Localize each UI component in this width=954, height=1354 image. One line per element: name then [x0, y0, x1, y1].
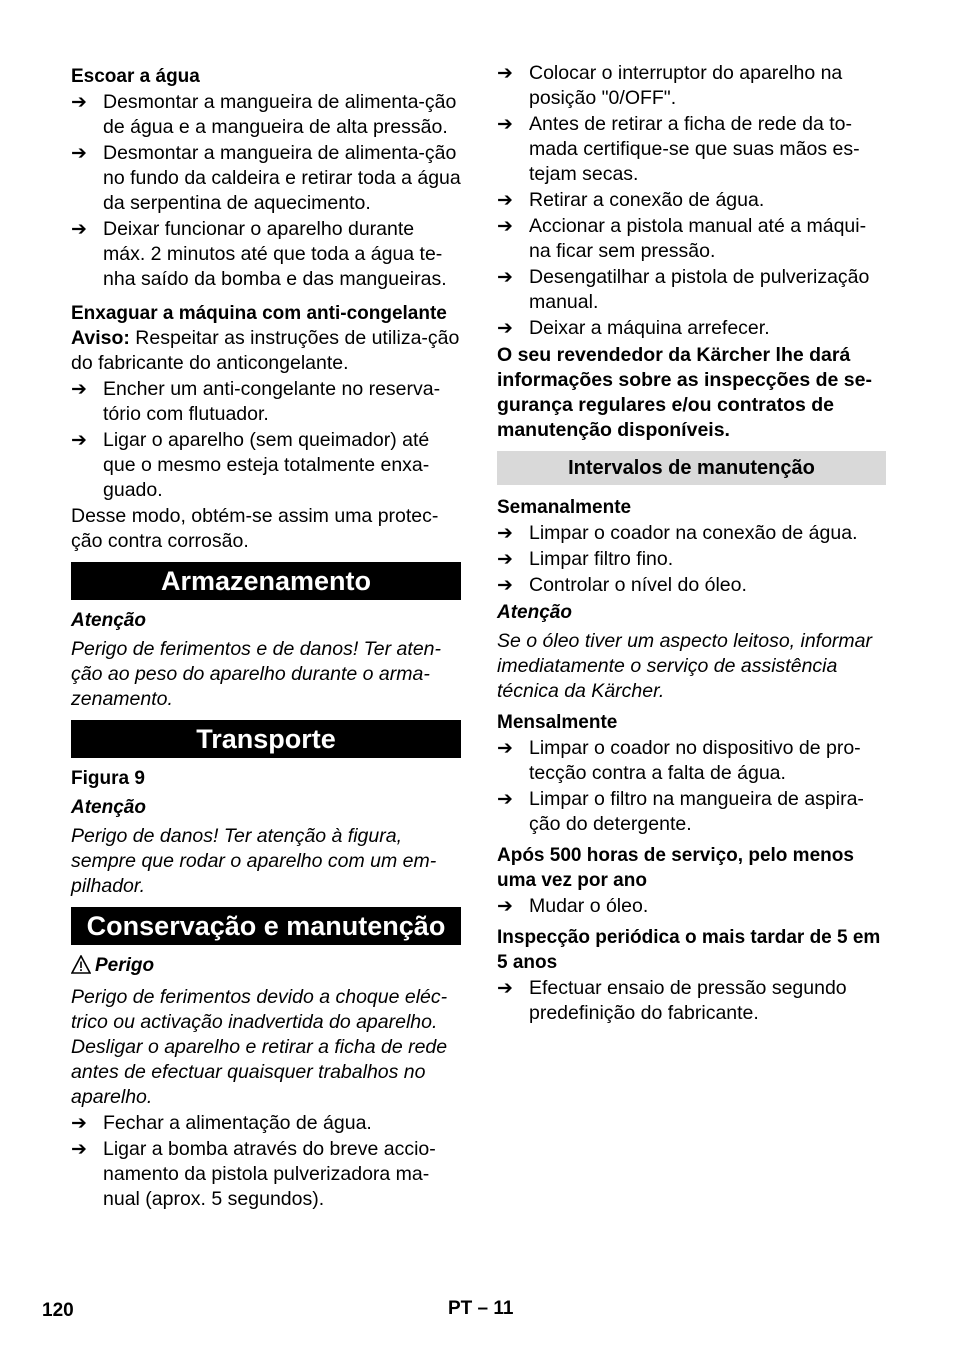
list-item-text: Antes de retirar a ficha de rede da to-mada certifique-se que suas mãos es-tejam secas. — [529, 113, 860, 185]
list-item-text: Ligar o aparelho (sem queimador) até que o mesmo esteja totalmente enxa-guado. — [103, 429, 430, 501]
arrow-right-icon: ➔ — [497, 114, 513, 135]
section-title-escoar: Escoar a água — [71, 66, 200, 87]
arrow-right-icon: ➔ — [497, 267, 513, 288]
list-item-text: Limpar filtro fino. — [529, 548, 674, 570]
arrow-right-icon: ➔ — [497, 190, 513, 211]
list-item-text: Deixar a máquina arrefecer. — [529, 317, 770, 339]
arrow-right-icon: ➔ — [497, 789, 513, 810]
list-item — [497, 976, 886, 1026]
armaz-warning-text: Perigo de ferimentos e de danos! Ter aten-ção ao peso do aparelho durante o arma-zenamento. — [71, 638, 442, 710]
aviso-label: Aviso: — [71, 327, 130, 349]
list-item-text: Encher um anti-congelante no reserva-tório com flutuador. — [103, 378, 441, 425]
bullet-list-mensal — [497, 736, 886, 837]
apos500-title: Após 500 horas de serviço, pelo menos uma vez por ano — [497, 845, 854, 891]
banner-armazenamento: Armazenamento — [71, 562, 461, 600]
arrow-right-icon: ➔ — [71, 379, 87, 400]
aviso-text: Respeitar as instruções de utiliza-ção do fabricante do anticongelante. — [71, 327, 460, 374]
list-item — [71, 90, 461, 140]
transp-atencao-label: Atenção — [71, 797, 146, 818]
list-item — [497, 265, 886, 315]
arrow-right-icon: ➔ — [71, 143, 87, 164]
arrow-right-icon: ➔ — [497, 63, 513, 84]
bullet-list-inspeccao — [497, 976, 886, 1026]
arrow-right-icon: ➔ — [71, 219, 87, 240]
inspeccao-title: Inspecção periódica o mais tardar de 5 em 5 anos — [497, 927, 881, 973]
bullet-list-conservacao — [71, 1111, 461, 1212]
banner-conservacao: Conservação e manutenção — [71, 907, 461, 945]
arrow-right-icon: ➔ — [71, 1139, 87, 1160]
list-item — [497, 521, 886, 546]
list-item-text: Fechar a alimentação de água. — [103, 1112, 372, 1134]
list-item — [71, 428, 461, 503]
footer-page-number: 120 — [42, 1300, 74, 1321]
aviso-paragraph — [71, 326, 461, 376]
list-item — [497, 573, 886, 598]
list-item-text: Ligar a bomba através do breve accio-namento da pistola pulverizadora ma-nual (aprox. 5 segundos). — [103, 1138, 436, 1210]
bullet-list-escoar — [71, 90, 461, 292]
protec-paragraph: Desse modo, obtém-se assim uma protec-ção contra corrosão. — [71, 505, 439, 552]
footer-lang-page: PT – 11 — [448, 1298, 514, 1319]
list-item-text: Colocar o interruptor do aparelho na posição "0/OFF". — [529, 62, 843, 109]
list-item — [71, 377, 461, 427]
list-item — [497, 894, 886, 919]
list-item — [497, 787, 886, 837]
arrow-right-icon: ➔ — [497, 318, 513, 339]
list-item-text: Efectuar ensaio de pressão segundo predefinição do fabricante. — [529, 977, 847, 1024]
list-item-text: Desmontar a mangueira de alimenta-ção de água e a mangueira de alta pressão. — [103, 91, 457, 138]
list-item — [497, 112, 886, 187]
figura-label: Figura 9 — [71, 768, 145, 789]
perigo-heading — [71, 953, 461, 981]
list-item — [71, 1111, 461, 1136]
arrow-right-icon: ➔ — [497, 738, 513, 759]
banner-transporte: Transporte — [71, 720, 461, 758]
arrow-right-icon: ➔ — [497, 978, 513, 999]
bullet-list-enxaguar — [71, 377, 461, 503]
list-item — [497, 736, 886, 786]
bullet-list-semanal — [497, 521, 886, 598]
right-atencao-label: Atenção — [497, 602, 572, 623]
section-title-enxaguar: Enxaguar a máquina com anti-congelante — [71, 303, 447, 324]
list-item — [497, 61, 886, 111]
semanal-title: Semanalmente — [497, 497, 632, 518]
list-item-text: Limpar o coador no dispositivo de pro-tecção contra a falta de água. — [529, 737, 861, 784]
left-column — [71, 60, 461, 1213]
bullet-list-apos500 — [497, 894, 886, 919]
list-item — [71, 141, 461, 216]
bar-intervalos: Intervalos de manutenção — [497, 451, 886, 485]
list-item — [71, 217, 461, 292]
arrow-right-icon: ➔ — [71, 92, 87, 113]
list-item — [497, 214, 886, 264]
list-item — [497, 547, 886, 572]
list-item — [497, 316, 886, 341]
list-item-text: Deixar funcionar o aparelho durante máx. 2 minutos até que toda a água te-nha saído da bomba e das mangueiras. — [103, 218, 447, 290]
list-item-text: Accionar a pistola manual até a máqui-na ficar sem pressão. — [529, 215, 867, 262]
right-atencao-text: Se o óleo tiver um aspecto leitoso, informar imediatamente o serviço de assistência técnica da Kärcher. — [497, 630, 873, 702]
list-item-text: Retirar a conexão de água. — [529, 189, 765, 211]
perigo-label: Perigo — [95, 955, 155, 976]
list-item — [497, 188, 886, 213]
mensal-title: Mensalmente — [497, 712, 618, 733]
list-item — [71, 1137, 461, 1212]
warning-triangle-icon — [71, 955, 95, 981]
revendedor-paragraph: O seu revendedor da Kärcher lhe dará informações sobre as inspecções de se-gurança regulares e/ou contratos de manutenção disponíveis. — [497, 344, 872, 441]
list-item-text: Limpar o filtro na mangueira de aspira-ção do detergente. — [529, 788, 864, 835]
arrow-right-icon: ➔ — [497, 575, 513, 596]
perigo-text: Perigo de ferimentos devido a choque eléc-trico ou activação inadvertida do aparelho. Desligar o aparelho e retirar a ficha de rede antes de efectuar quaisquer trabalhos no aparelho. — [71, 986, 448, 1108]
transp-warning-text: Perigo de danos! Ter atenção à figura, sempre que rodar o aparelho com um em-pilhador. — [71, 825, 437, 897]
arrow-right-icon: ➔ — [497, 523, 513, 544]
bullet-list-top — [497, 61, 886, 341]
arrow-right-icon: ➔ — [71, 430, 87, 451]
armaz-atencao-label: Atenção — [71, 610, 146, 631]
arrow-right-icon: ➔ — [497, 216, 513, 237]
right-column — [497, 60, 886, 1027]
arrow-right-icon: ➔ — [71, 1113, 87, 1134]
list-item-text: Limpar o coador na conexão de água. — [529, 522, 858, 544]
list-item-text: Desmontar a mangueira de alimenta-ção no fundo da caldeira e retirar toda a água da serpentina de aquecimento. — [103, 142, 461, 214]
list-item-text: Desengatilhar a pistola de pulverização manual. — [529, 266, 870, 313]
list-item-text: Mudar o óleo. — [529, 895, 649, 917]
list-item-text: Controlar o nível do óleo. — [529, 574, 747, 596]
arrow-right-icon: ➔ — [497, 896, 513, 917]
arrow-right-icon: ➔ — [497, 549, 513, 570]
